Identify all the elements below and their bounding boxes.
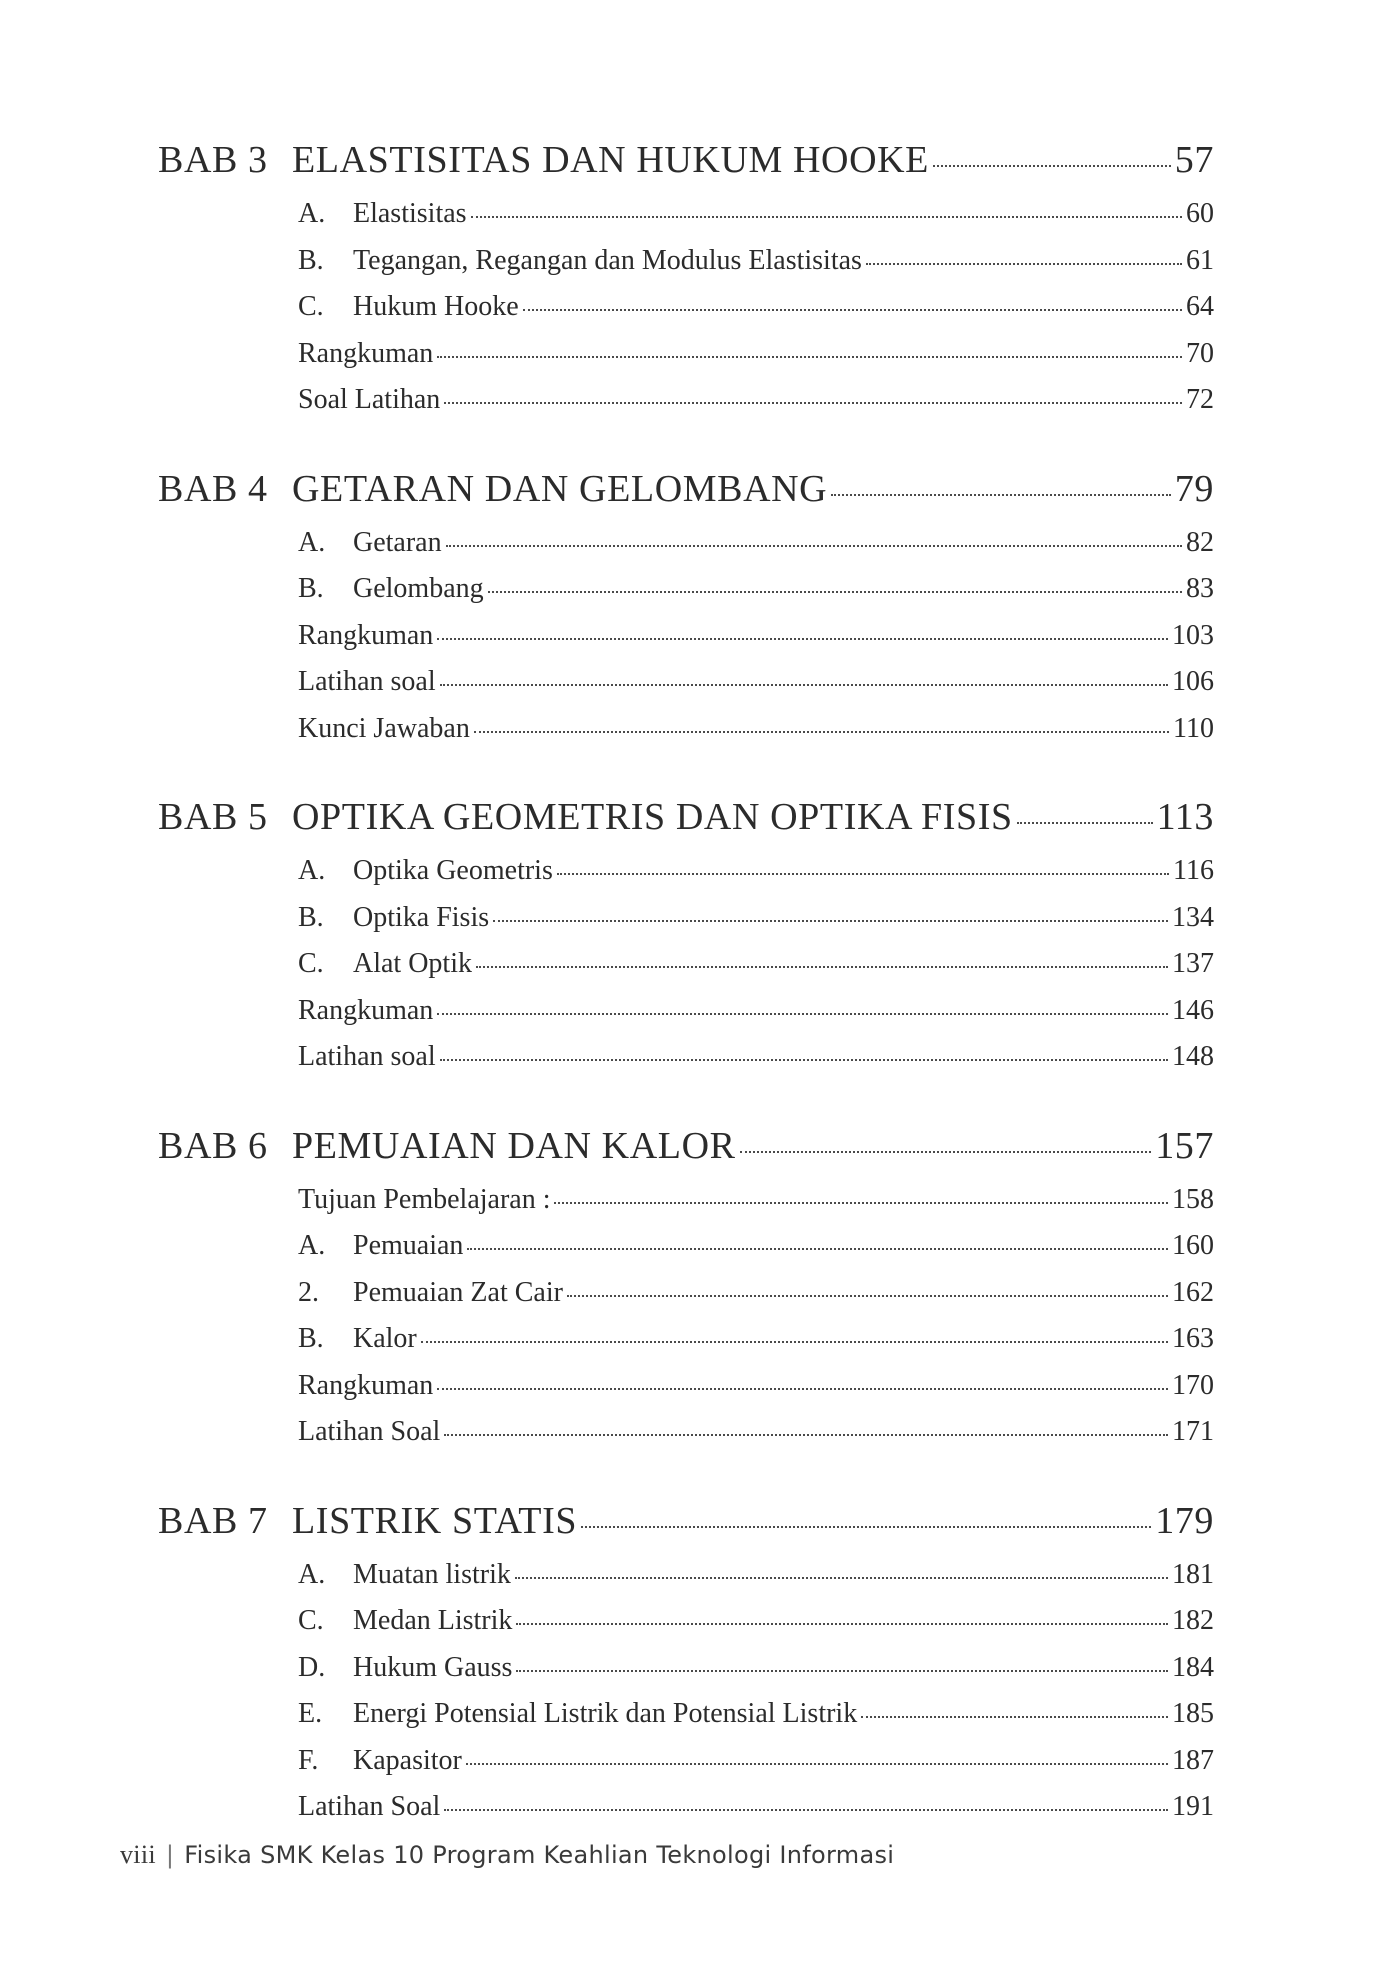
- entry-page-number: 60: [1186, 198, 1214, 229]
- toc-entry[interactable]: [298, 384, 1214, 431]
- entry-title-row: [353, 1698, 1214, 1730]
- entry-title-row: [353, 1277, 1214, 1309]
- dot-leader: [516, 1670, 1168, 1672]
- entry-title-row: [298, 338, 1214, 370]
- entry-title: Gelombang: [353, 573, 484, 604]
- chapter-section: [158, 467, 1214, 760]
- entry-letter: A.: [298, 1230, 326, 1261]
- entry-letter: A.: [298, 198, 326, 229]
- chapter-section: [158, 138, 1214, 431]
- chapter-title: PEMUAIAN DAN KALOR: [292, 1124, 736, 1167]
- entry-title: Latihan soal: [298, 666, 436, 697]
- entry-page-number: 83: [1186, 573, 1214, 604]
- entry-title: Getaran: [353, 526, 442, 558]
- table-of-contents: [158, 138, 1214, 1874]
- entry-title-row: [353, 948, 1214, 980]
- entry-title-row: [298, 1370, 1214, 1402]
- entry-title-row: [298, 384, 1214, 416]
- entry-page-number: 70: [1186, 337, 1214, 369]
- toc-entry[interactable]: [298, 1698, 1214, 1745]
- chapter-page-number: 113: [1156, 796, 1214, 838]
- entry-letter: F.: [298, 1744, 319, 1776]
- entry-letter: C.: [298, 948, 324, 979]
- entry-title: Optika Fisis: [353, 901, 490, 933]
- dot-leader: [466, 1763, 1168, 1765]
- dot-leader: [440, 684, 1168, 686]
- dot-leader: [474, 731, 1169, 733]
- dot-leader: [493, 920, 1168, 922]
- entry-title-row: [353, 1745, 1214, 1777]
- entry-title-row: [298, 1041, 1214, 1073]
- entry-title: Soal Latihan: [298, 384, 441, 415]
- entry-page-number: 137: [1172, 948, 1214, 979]
- dot-leader: [444, 1809, 1168, 1811]
- dot-leader: [557, 873, 1169, 875]
- entry-title: Kunci Jawaban: [298, 712, 470, 744]
- chapter-entries: [298, 527, 1214, 760]
- entry-title-row: [353, 1323, 1214, 1355]
- toc-entry[interactable]: [298, 198, 1214, 245]
- entry-title: Energi Potensial Listrik dan Potensial Listrik: [353, 1698, 858, 1729]
- entry-page-number: 182: [1172, 1605, 1214, 1636]
- dot-leader: [554, 1202, 1168, 1204]
- chapter-title-row: [292, 138, 1214, 182]
- entry-letter: E.: [298, 1698, 323, 1729]
- entry-page-number: 163: [1172, 1323, 1214, 1354]
- toc-entry[interactable]: [298, 338, 1214, 385]
- chapter-page-number: 157: [1155, 1124, 1214, 1167]
- entry-letter: C.: [298, 291, 324, 322]
- entry-page-number: 116: [1173, 855, 1214, 886]
- entry-page-number: 171: [1172, 1416, 1214, 1447]
- entry-page-number: 191: [1172, 1791, 1214, 1822]
- dot-leader: [437, 356, 1182, 358]
- chapter-entries: [298, 1559, 1214, 1838]
- entry-title: Medan Listrik: [353, 1605, 513, 1636]
- entry-title: Elastisitas: [353, 198, 467, 229]
- entry-page-number: 184: [1172, 1651, 1214, 1683]
- entry-page-number: 106: [1172, 666, 1214, 697]
- chapter-title: LISTRIK STATIS: [292, 1499, 578, 1542]
- entry-title: Latihan Soal: [298, 1416, 441, 1447]
- entry-page-number: 148: [1172, 1041, 1214, 1072]
- chapter-number: BAB 3: [158, 139, 268, 181]
- dot-leader: [444, 1434, 1168, 1436]
- entry-title-row: [353, 1559, 1214, 1591]
- dot-leader: [437, 1388, 1168, 1390]
- dot-leader: [437, 1013, 1168, 1015]
- entry-title: Hukum Hooke: [353, 291, 519, 322]
- entry-title-row: [298, 620, 1214, 652]
- entry-page-number: 103: [1172, 619, 1214, 651]
- toc-entry[interactable]: [298, 1184, 1214, 1231]
- dot-leader: [567, 1295, 1168, 1297]
- entry-title: Alat Optik: [353, 948, 472, 979]
- dot-leader: [488, 591, 1182, 593]
- entry-page-number: 158: [1172, 1183, 1214, 1215]
- entry-title: Rangkuman: [298, 337, 434, 369]
- dot-leader: [581, 1526, 1151, 1528]
- entry-page-number: 146: [1172, 994, 1214, 1026]
- chapter-entries: [298, 198, 1214, 431]
- entry-title: Kalor: [353, 1323, 417, 1354]
- entry-title: Muatan listrik: [353, 1558, 511, 1590]
- toc-entry[interactable]: [298, 1041, 1214, 1088]
- toc-entry[interactable]: [298, 1416, 1214, 1463]
- toc-entry[interactable]: [298, 527, 1214, 574]
- chapter-title-row: [292, 795, 1214, 839]
- toc-entry[interactable]: [298, 902, 1214, 949]
- dot-leader: [933, 165, 1171, 167]
- chapter-number: BAB 7: [158, 1499, 268, 1542]
- entry-title: Tegangan, Regangan dan Modulus Elastisitas: [353, 244, 862, 276]
- toc-entry[interactable]: [298, 291, 1214, 338]
- entry-page-number: 185: [1172, 1698, 1214, 1729]
- entry-page-number: 160: [1172, 1230, 1214, 1261]
- entry-title-row: [353, 245, 1214, 277]
- entry-letter: B.: [298, 901, 324, 933]
- entry-letter: B.: [298, 244, 324, 276]
- dot-leader: [440, 1059, 1168, 1061]
- entry-title-row: [298, 1416, 1214, 1448]
- toc-entry[interactable]: [298, 1230, 1214, 1277]
- chapter-heading[interactable]: [158, 138, 1214, 198]
- entry-letter: A.: [298, 855, 326, 886]
- chapter-title-row: [292, 1124, 1214, 1168]
- entry-title-row: [353, 291, 1214, 323]
- entry-title-row: [353, 902, 1214, 934]
- chapter-section: [158, 1124, 1214, 1463]
- toc-entry[interactable]: [298, 1605, 1214, 1652]
- chapter-title: GETARAN DAN GELOMBANG: [292, 467, 828, 510]
- chapter-title-row: [292, 467, 1214, 511]
- entry-title: Rangkuman: [298, 994, 434, 1026]
- entry-title-row: [353, 573, 1214, 605]
- book-title: Fisika SMK Kelas 10 Program Keahlian Teknologi Informasi: [184, 1841, 895, 1869]
- toc-entry[interactable]: [298, 1559, 1214, 1606]
- chapter-heading[interactable]: [158, 1499, 1214, 1559]
- toc-entry[interactable]: [298, 1652, 1214, 1699]
- dot-leader: [516, 1623, 1168, 1625]
- chapter-heading[interactable]: [158, 795, 1214, 855]
- dot-leader: [866, 263, 1182, 265]
- entry-title: Latihan Soal: [298, 1791, 441, 1822]
- dot-leader: [471, 216, 1182, 218]
- entry-title-row: [298, 666, 1214, 698]
- entry-title: Tujuan Pembelajaran :: [298, 1183, 551, 1215]
- entry-title: Hukum Gauss: [353, 1651, 513, 1683]
- entry-title-row: [298, 995, 1214, 1027]
- entry-title-row: [353, 1230, 1214, 1262]
- toc-entry[interactable]: [298, 855, 1214, 902]
- entry-page-number: 110: [1173, 712, 1214, 744]
- dot-leader: [467, 1248, 1168, 1250]
- chapter-number: BAB 5: [158, 796, 268, 838]
- entry-title-row: [353, 1605, 1214, 1637]
- chapter-page-number: 57: [1174, 139, 1214, 181]
- entry-title-row: [298, 1184, 1214, 1216]
- entry-letter: D.: [298, 1651, 326, 1683]
- entry-title: Pemuaian: [353, 1230, 464, 1261]
- entry-title-row: [353, 527, 1214, 559]
- toc-entry[interactable]: [298, 666, 1214, 713]
- chapter-page-number: 79: [1174, 467, 1214, 510]
- entry-title: Pemuaian Zat Cair: [353, 1276, 563, 1308]
- dot-leader: [476, 966, 1168, 968]
- chapter-section: [158, 795, 1214, 1088]
- chapter-title: ELASTISITAS DAN HUKUM HOOKE: [292, 139, 929, 181]
- toc-entry[interactable]: [298, 1370, 1214, 1417]
- dot-leader: [446, 545, 1182, 547]
- chapter-heading[interactable]: [158, 467, 1214, 527]
- page-folio: viii: [120, 1840, 156, 1869]
- chapter-heading[interactable]: [158, 1124, 1214, 1184]
- dot-leader: [421, 1341, 1168, 1343]
- toc-entry[interactable]: [298, 1745, 1214, 1792]
- entry-page-number: 170: [1172, 1369, 1214, 1401]
- chapter-number: BAB 4: [158, 467, 268, 510]
- chapter-title-row: [292, 1499, 1214, 1543]
- footer-separator: |: [165, 1841, 175, 1869]
- entry-letter: 2.: [298, 1276, 319, 1308]
- dot-leader: [740, 1151, 1152, 1153]
- dot-leader: [831, 494, 1171, 496]
- entry-page-number: 82: [1186, 526, 1214, 558]
- entry-title-row: [353, 1652, 1214, 1684]
- entry-letter: C.: [298, 1605, 324, 1636]
- toc-entry[interactable]: [298, 245, 1214, 292]
- entry-page-number: 162: [1172, 1276, 1214, 1308]
- entry-title-row: [353, 855, 1214, 887]
- toc-entry[interactable]: [298, 573, 1214, 620]
- entry-page-number: 61: [1186, 244, 1214, 276]
- entry-title: Optika Geometris: [353, 855, 553, 886]
- toc-entry[interactable]: [298, 713, 1214, 760]
- chapter-title: OPTIKA GEOMETRIS DAN OPTIKA FISIS: [292, 796, 1013, 838]
- chapter-page-number: 179: [1155, 1499, 1214, 1542]
- toc-entry[interactable]: [298, 620, 1214, 667]
- entry-title-row: [298, 1791, 1214, 1823]
- toc-entry[interactable]: [298, 1323, 1214, 1370]
- entry-letter: A.: [298, 1558, 326, 1590]
- dot-leader: [1017, 822, 1153, 824]
- entry-title: Rangkuman: [298, 619, 434, 651]
- dot-leader: [437, 638, 1168, 640]
- entry-title: Rangkuman: [298, 1369, 434, 1401]
- entry-letter: B.: [298, 573, 324, 604]
- entry-page-number: 181: [1172, 1558, 1214, 1590]
- toc-entry[interactable]: [298, 1277, 1214, 1324]
- toc-entry[interactable]: [298, 995, 1214, 1042]
- entry-page-number: 134: [1172, 901, 1214, 933]
- entry-letter: A.: [298, 526, 326, 558]
- entry-title: Latihan soal: [298, 1041, 436, 1072]
- dot-leader: [515, 1577, 1168, 1579]
- entry-page-number: 187: [1172, 1744, 1214, 1776]
- entry-page-number: 72: [1186, 384, 1214, 415]
- chapter-entries: [298, 1184, 1214, 1463]
- entry-title: Kapasitor: [353, 1744, 462, 1776]
- dot-leader: [444, 402, 1182, 404]
- dot-leader: [861, 1716, 1168, 1718]
- chapter-section: [158, 1499, 1214, 1838]
- toc-entry[interactable]: [298, 1791, 1214, 1838]
- entry-letter: B.: [298, 1323, 324, 1354]
- toc-entry[interactable]: [298, 948, 1214, 995]
- entry-page-number: 64: [1186, 291, 1214, 322]
- dot-leader: [523, 309, 1182, 311]
- page-footer: [120, 1840, 894, 1870]
- entry-title-row: [353, 198, 1214, 230]
- chapter-entries: [298, 855, 1214, 1088]
- entry-title-row: [298, 713, 1214, 745]
- chapter-number: BAB 6: [158, 1124, 268, 1167]
